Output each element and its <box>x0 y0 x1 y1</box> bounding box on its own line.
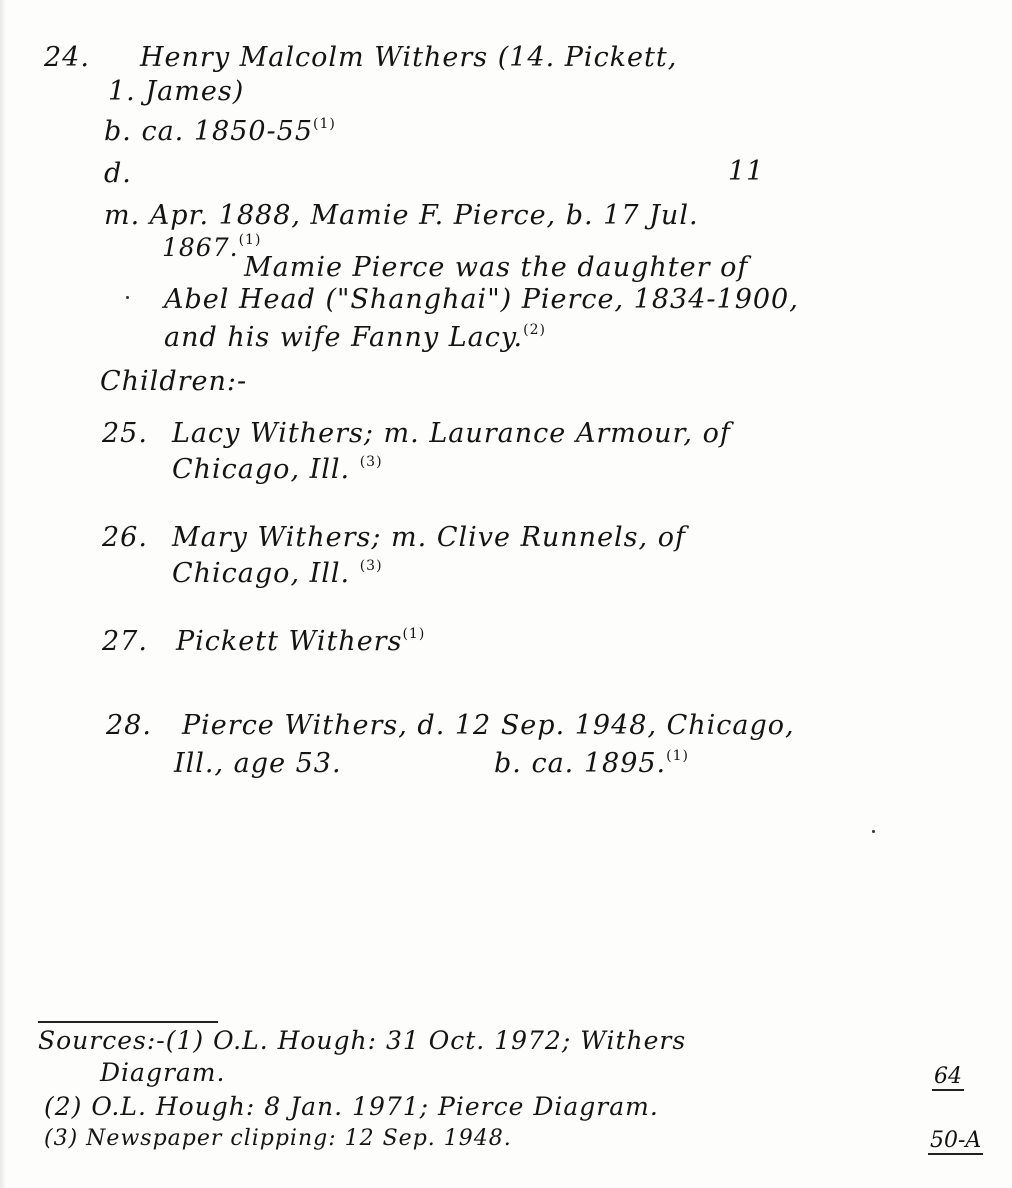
source-2 <box>44 1092 659 1121</box>
source-1-ref: (1) <box>165 1026 205 1055</box>
source-3-text: Newspaper clipping: 12 Sep. 1948. <box>86 1126 512 1151</box>
child-28-line-2a: Ill., age 53. <box>174 748 342 779</box>
note-text: and his wife Fanny Lacy. <box>164 322 524 353</box>
child-26-place: Chicago, Ill. <box>172 558 351 589</box>
born-text: b. ca. 1850-55 <box>104 116 314 147</box>
page-number-secondary-text: 50-A <box>930 1128 982 1153</box>
child-28-birth: b. ca. 1895. <box>494 748 667 779</box>
child-26-number: 26. <box>102 522 148 553</box>
child-25-ref: (3) <box>359 454 383 470</box>
children-label: Children:- <box>100 366 248 397</box>
child-27-number: 27. <box>102 626 148 657</box>
child-26-ref: (3) <box>359 558 383 574</box>
child-25-line-1: Lacy Withers; m. Laurance Armour, of <box>172 418 731 449</box>
sources-rule <box>38 1021 218 1023</box>
note-ref: (2) <box>523 322 546 338</box>
sources-line-1 <box>38 1026 686 1055</box>
married-line-1: m. Apr. 1888, Mamie F. Pierce, b. 17 Jul. <box>104 200 699 231</box>
page-number-secondary <box>928 1128 983 1153</box>
child-28-ref: (1) <box>666 748 689 764</box>
source-1-line-2: Diagram. <box>100 1058 226 1087</box>
source-2-ref: (2) <box>44 1092 83 1121</box>
entry-number: 24. <box>44 42 90 73</box>
child-27-name: Pickett Withers <box>176 626 403 657</box>
note-line-1: Mamie Pierce was the daughter of <box>244 252 749 283</box>
source-1-text: O.L. Hough: 31 Oct. 1972; Withers <box>213 1026 687 1055</box>
died-line: d. <box>104 158 132 189</box>
source-3 <box>44 1126 512 1151</box>
margin-mark: 11 <box>728 156 765 187</box>
child-28-line-2b <box>494 748 689 779</box>
ink-dot <box>126 296 129 299</box>
child-25-line-2 <box>172 454 383 485</box>
page-number <box>932 1064 964 1089</box>
page-number-text: 64 <box>934 1064 962 1089</box>
child-28-line-1: Pierce Withers, d. 12 Sep. 1948, Chicago, <box>182 710 795 741</box>
entry-name-line-2: 1. James) <box>108 76 245 107</box>
married-ref: (1) <box>238 232 262 248</box>
note-line-2: Abel Head ("Shanghai") Pierce, 1834-1900, <box>164 284 799 315</box>
child-26-line-2 <box>172 558 383 589</box>
child-27-ref: (1) <box>402 626 426 642</box>
child-28-number: 28. <box>106 710 152 741</box>
ink-dot <box>872 830 875 833</box>
scan-edge <box>0 0 6 1188</box>
source-2-text: O.L. Hough: 8 Jan. 1971; Pierce Diagram. <box>91 1092 659 1121</box>
child-27-line-1 <box>176 626 425 657</box>
married-year: 1867. <box>162 233 239 262</box>
sources-label: Sources:- <box>38 1026 166 1055</box>
child-26-line-1: Mary Withers; m. Clive Runnels, of <box>172 522 686 553</box>
child-25-number: 25. <box>102 418 148 449</box>
source-3-ref: (3) <box>44 1126 79 1151</box>
note-line-3 <box>164 322 546 353</box>
child-25-place: Chicago, Ill. <box>172 454 351 485</box>
entry-name-line-1: Henry Malcolm Withers (14. Pickett, <box>140 42 678 73</box>
born-ref: (1) <box>313 116 336 132</box>
born-line <box>104 116 336 147</box>
